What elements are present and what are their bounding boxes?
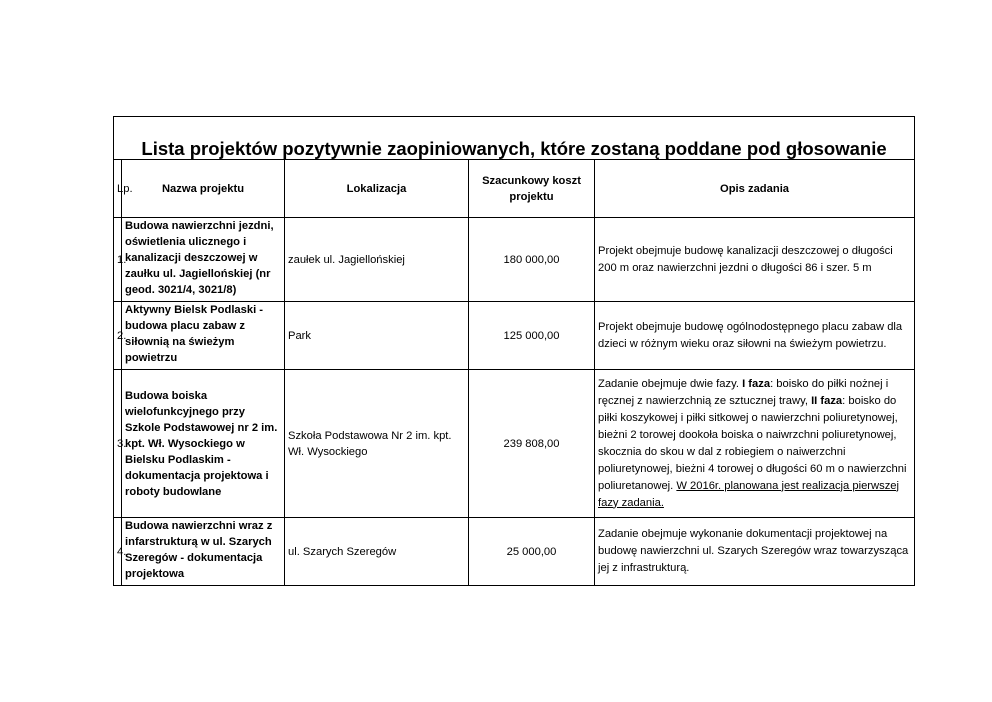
header-cost: Szacunkowy koszt projektu <box>469 160 595 218</box>
table-title: Lista projektów pozytywnie zaopiniowanych, które zostaną poddane pod głosowanie <box>114 117 915 160</box>
row-cost: 125 000,00 <box>469 302 595 370</box>
row-project-name: Budowa nawierzchni wraz z infarstrukturą w ul. Szarych Szeregów - dokumentacja projektowa <box>122 518 285 586</box>
projects-table <box>113 116 915 586</box>
row-description: Projekt obejmuje budowę ogólnodostępnego placu zabaw dla dzieci w różnym wieku oraz siłowni na świeżym powietrzu. <box>595 302 915 370</box>
row-cost: 180 000,00 <box>469 218 595 302</box>
row-cost: 25 000,00 <box>469 518 595 586</box>
header-name: Nazwa projektu <box>122 160 285 218</box>
phase-2-label: II faza <box>811 394 843 407</box>
desc-underlined-note: W 2016r. planowana jest realizacja pierwszej fazy zadania. <box>598 479 899 509</box>
table-row <box>114 302 915 370</box>
header-location: Lokalizacja <box>285 160 469 218</box>
desc-text-1: Zadanie obejmuje dwie fazy. <box>598 377 743 390</box>
table-row <box>114 218 915 302</box>
header-row <box>114 160 915 218</box>
row-lp: 2. <box>114 302 122 370</box>
row-location: Szkoła Podstawowa Nr 2 im. kpt. Wł. Wysockiego <box>285 370 469 518</box>
header-description: Opis zadania <box>595 160 915 218</box>
row-description: Projekt obejmuje budowę kanalizacji deszczowej o długości 200 m oraz nawierzchni jezdni o długości 86 i szer. 5 m <box>595 218 915 302</box>
row-location: Park <box>285 302 469 370</box>
row-project-name: Aktywny Bielsk Podlaski - budowa placu zabaw z siłownią na świeżym powietrzu <box>122 302 285 370</box>
header-lp: Lp. <box>114 160 122 218</box>
row-project-name: Budowa nawierzchni jezdni, oświetlenia ulicznego i kanalizacji deszczowej w zaułku ul. Jagiellońskiej (nr geod. 3021/4, 3021/8) <box>122 218 285 302</box>
row-lp: 4. <box>114 518 122 586</box>
row-location: ul. Szarych Szeregów <box>285 518 469 586</box>
table-row <box>114 370 915 518</box>
phase-1-label: I faza <box>742 377 771 390</box>
projects-sheet <box>113 116 914 586</box>
row-location: zaułek ul. Jagiellońskiej <box>285 218 469 302</box>
desc-text-3: : boisko do piłki koszykowej i piłki sitkowej o nawierzchni poliuretynowej, bieżni 2 torowej dookoła boiska o naiwrzchni poliuretynowej, skocznia do skou w dal z robiegiem o naiwerzchni poliuretynowej, bieżni 4 torowej o długości 60 m o nawierzchni poliuretanowej. <box>598 394 907 492</box>
row-description: Zadanie obejmuje wykonanie dokumentacji projektowej na budowę nawierzchni ul. Szarych Szeregów wraz towarzysząca jej z infrastrukturą. <box>595 518 915 586</box>
row-description <box>595 370 915 518</box>
desc-text-2: : boisko do piłki nożnej i ręcznej z nawierzchnią ze sztucznej trawy, <box>598 377 889 407</box>
row-cost: 239 808,00 <box>469 370 595 518</box>
row-lp: 3. <box>114 370 122 518</box>
row-project-name: Budowa boiska wielofunkcyjnego przy Szkole Podstawowej nr 2 im. kpt. Wł. Wysockiego w Bielsku Podlaskim - dokumentacja projektowa i roboty budowlane <box>122 370 285 518</box>
row-lp: 1. <box>114 218 122 302</box>
table-row <box>114 518 915 586</box>
